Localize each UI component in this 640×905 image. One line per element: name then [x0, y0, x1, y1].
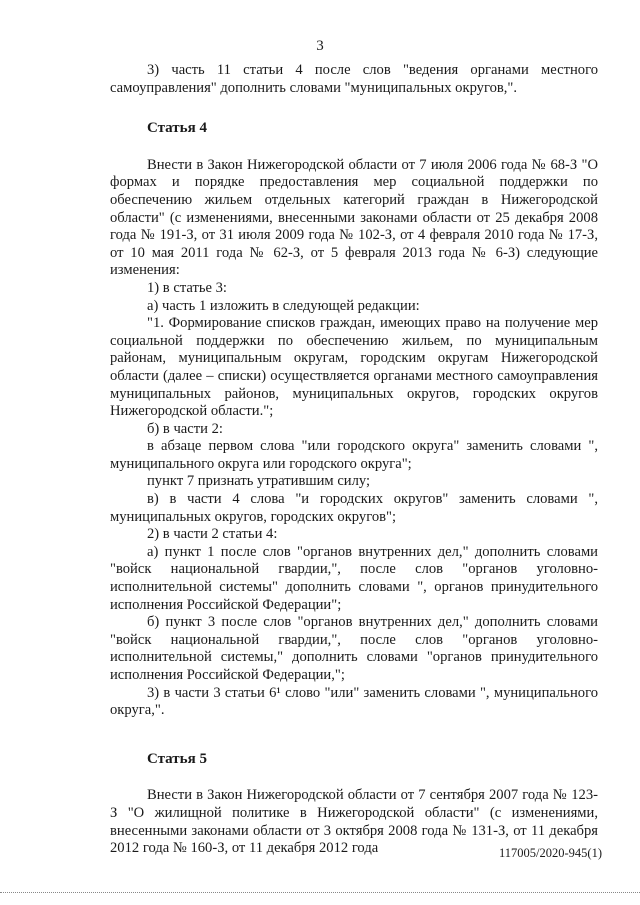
- paragraph: б) в части 2:: [147, 420, 223, 437]
- paragraph: 3) часть 11 статьи 4 после слов "ведения органами местного самоуправления" дополнить словами "муниципальных округов,".: [110, 62, 598, 96]
- document-body: [110, 62, 598, 858]
- document-id: 117005/2020-945(1): [499, 846, 602, 860]
- paragraph: а) пункт 1 после слов "органов внутренних дел," дополнить словами "войск национальной гвардии,", после слов "органов уголовно-исполнительной системы" дополнить словами ", органов принудительного исполнения Российской Федерации";: [110, 543, 598, 613]
- paragraph: 1) в статье 3:: [147, 279, 227, 296]
- paragraph: б) пункт 3 после слов "органов внутренних дел," дополнить словами "войск национальной гвардии,", после слов "органов уголовно-исполнительной системы," дополнить словами "органов принудительного исполнения Российской Федерации,";: [110, 614, 598, 683]
- paragraph: пункт 7 признать утратившим силу;: [147, 473, 371, 490]
- paragraph: а) часть 1 изложить в следующей редакции:: [147, 297, 420, 314]
- page-number: 3: [316, 38, 324, 54]
- footer-dotted-line: [0, 892, 640, 897]
- article-heading-5: Статья 5: [147, 750, 207, 767]
- paragraph: в) в части 4 слова "и городских округов" заменить словами ", муниципальных округов, городских округов";: [110, 491, 598, 525]
- paragraph: "1. Формирование списков граждан, имеющих право на получение мер социальной поддержки по обеспечению жильем, по муниципальным районам, муниципальным округам, городским округам Нижегородской области (далее – списки) осуществляется органами местного самоуправления муниципальных районов, муниципальных округов, городских округов Нижегородской области.";: [110, 315, 598, 420]
- paragraph: 2) в части 2 статьи 4:: [147, 526, 278, 543]
- article-heading-4: Статья 4: [147, 120, 207, 137]
- paragraph: Внести в Закон Нижегородской области от 7 июля 2006 года № 68-З "О формах и порядке предоставления мер социальной поддержки по обеспечению жильем отдельных категорий граждан в Нижегородской области" (с изменениями, внесенными законами области от 25 декабря 2008 года № 191-З, от 31 июля 2009 года № 102-З, от 4 февраля 2010 года № 17-З, от 10 мая 2011 года № 62-З, от 5 февраля 2013 года № 6-З) следующие изменения:: [110, 156, 598, 279]
- paragraph: Внести в Закон Нижегородской области от 7 сентября 2007 года № 123-З "О жилищной политике в Нижегородской области" (с изменениями, внесенными законами области от 3 октября 2008 года № 131-З, от 11 декабря 2012 года № 160-З, от 11 декабря 2012 года: [110, 787, 598, 857]
- paragraph: в абзаце первом слова "или городского округа" заменить словами ", муниципального округа или городского округа";: [110, 438, 598, 472]
- paragraph: 3) в части 3 статьи 6¹ слово "или" заменить словами ", муниципального округа,".: [110, 684, 598, 719]
